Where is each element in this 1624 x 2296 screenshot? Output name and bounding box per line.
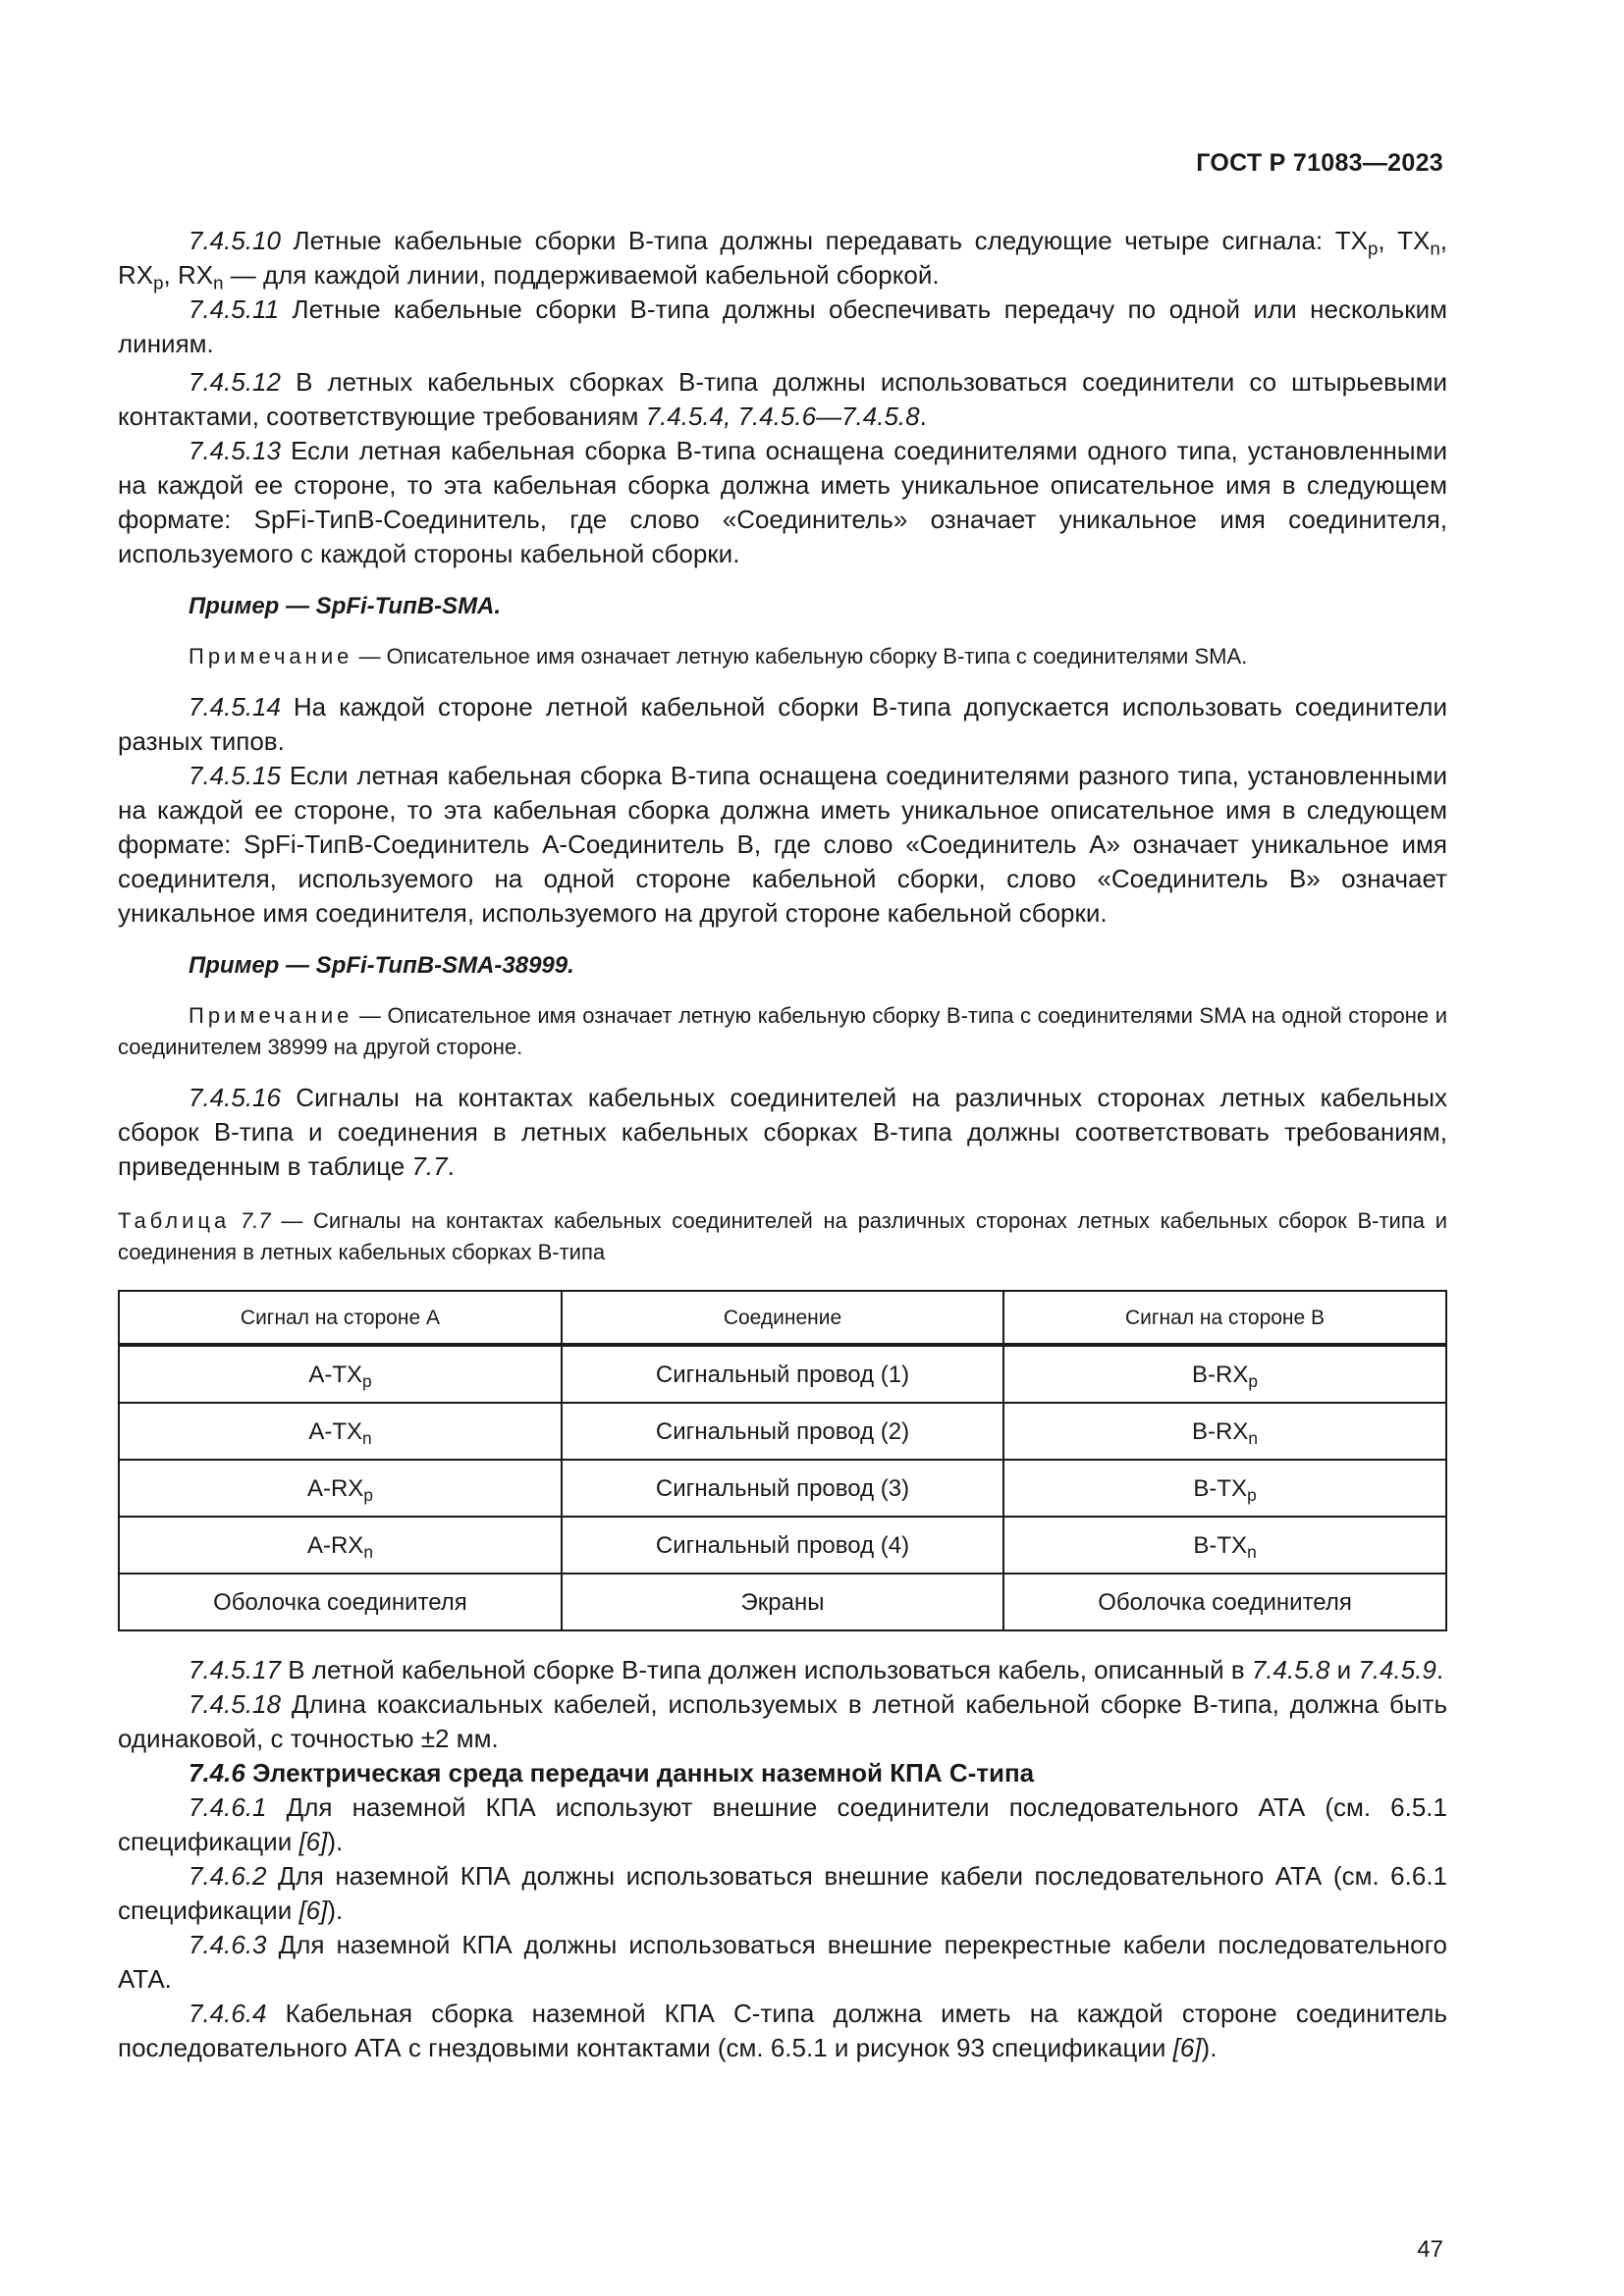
cell-side-b: $B-TX_p$	[1003, 1460, 1446, 1517]
paragraph-7-4-6-1: 7.4.6.1 Для наземной КПА используют внешние соединители последовательного АТА (см. 6.5.1 спецификации [6]).	[118, 1792, 1447, 1856]
document-standard-header: ГОСТ Р 71083—2023	[1196, 149, 1443, 177]
paragraph-7-4-5-13: 7.4.5.13 Если летная кабельная сборка В-типа оснащена соединителями одного типа, установленными на каждой ее стороне, то эта кабельная сборка должна иметь уникальное описательное имя в следующем формате: SpFi-ТипВ-Соединитель, где слово «Соединитель» означает уникальное имя соединителя, используемого с каждой стороны кабельной сборки.	[118, 436, 1447, 568]
clause-number: 7.4.5.15	[189, 761, 281, 790]
clause-number: 7.4.5.12	[189, 367, 281, 397]
clause-number: 7.4.5.11	[189, 294, 280, 324]
table-row	[119, 1345, 1446, 1403]
clause-number: 7.4.5.14	[189, 692, 281, 721]
paragraph-7-4-5-14: 7.4.5.14 На каждой стороне летной кабельной сборки В-типа допускается использовать соединители разных типов.	[118, 692, 1447, 756]
cell-side-a: $A-RX_p$	[119, 1460, 562, 1517]
page-number: 47	[1417, 2236, 1443, 2263]
clause-number: 7.4.6.3	[189, 1930, 267, 1959]
cell-side-b: $B-TX_n$	[1003, 1517, 1446, 1574]
bibliography-reference: [6]	[298, 1827, 328, 1856]
table-reference: 7.7	[411, 1151, 448, 1181]
clause-number: 7.4.6.1	[189, 1792, 267, 1822]
paragraph-7-4-5-17: 7.4.5.17 В летной кабельной сборке В-типа должен использоваться кабель, описанный в 7.4.5.8 и 7.4.5.9.	[189, 1655, 1444, 1684]
table-row	[119, 1574, 1446, 1630]
note-1: Примечание — Описательное имя означает летную кабельную сборку В-типа с соединителями SMA.	[189, 644, 1248, 668]
cell-connection: Сигнальный провод (1)	[562, 1345, 1003, 1403]
clause-number: 7.4.5.10	[189, 226, 281, 255]
paragraph-7-4-6-3: 7.4.6.3 Для наземной КПА должны использоваться внешние перекрестные кабели последовательного АТА.	[118, 1930, 1447, 1994]
cell-side-b: $B-RX_p$	[1003, 1345, 1446, 1403]
clause-number: 7.4.5.13	[189, 436, 281, 465]
cell-side-b: $B-RX_n$	[1003, 1403, 1446, 1460]
table-row	[119, 1517, 1446, 1574]
table-caption-label: Таблица	[118, 1208, 231, 1233]
cell-connection: Сигнальный провод (3)	[562, 1460, 1003, 1517]
cell-side-a: $A-RX_n$	[119, 1517, 562, 1574]
page-content	[118, 224, 1447, 2065]
cell-connection: Экраны	[562, 1574, 1003, 1630]
clause-number: 7.4.5.17	[189, 1655, 281, 1684]
clause-reference: 7.4.5.4, 7.4.5.6—7.4.5.8	[645, 401, 920, 431]
cell-connection: Сигнальный провод (2)	[562, 1403, 1003, 1460]
example-1: Пример — SpFi-ТипВ-SMA.	[189, 593, 502, 619]
paragraph-7-4-5-18: 7.4.5.18 Длина коаксиальных кабелей, используемых в летной кабельной сборке В-типа, должна быть одинаковой, с точностью ±2 мм.	[118, 1689, 1447, 1753]
clause-number: 7.4.6.2	[189, 1861, 267, 1891]
table-row	[119, 1460, 1446, 1517]
clause-number: 7.4.6.4	[189, 1999, 267, 2028]
note-label: Примечание	[189, 1003, 353, 1028]
paragraph-7-4-5-11: 7.4.5.11 Летные кабельные сборки В-типа должны обеспечивать передачу по одной или нескольким линиям.	[118, 294, 1447, 358]
column-header-side-b: Сигнал на стороне В	[1003, 1291, 1446, 1345]
paragraph-7-4-5-10: 7.4.5.10 Летные кабельные сборки В-типа должны передавать следующие четыре сигнала: $ТХ_p$, $ТХ_n$, $RX_p$, $RX_n$ — для каждой линии, поддерживаемой кабельной сборкой.	[118, 226, 1447, 294]
cell-side-a: Оболочка соединителя	[119, 1574, 562, 1630]
clause-reference: 7.4.5.9	[1358, 1655, 1436, 1684]
signals-table	[118, 1290, 1447, 1631]
cell-side-a: $A-TX_n$	[119, 1403, 562, 1460]
clause-number: 7.4.5.16	[189, 1083, 281, 1112]
cell-side-b: Оболочка соединителя	[1003, 1574, 1446, 1630]
clause-reference: 7.4.5.8	[1251, 1655, 1330, 1684]
section-heading-7-4-6: 7.4.6 Электрическая среда передачи данных наземной КПА С-типа	[189, 1758, 1035, 1788]
note-2: Примечание — Описательное имя означает летную кабельную сборку В-типа с соединителями SMA на одной стороне и соединителем 38999 на другой стороне.	[118, 1003, 1447, 1059]
bibliography-reference: [6]	[1172, 2033, 1202, 2062]
clause-number: 7.4.5.18	[189, 1689, 281, 1719]
section-number: 7.4.6	[189, 1758, 245, 1788]
example-2: Пример — SpFi-ТипВ-SMA-38999.	[189, 952, 574, 979]
paragraph-7-4-5-16: 7.4.5.16 Сигналы на контактах кабельных соединителей на различных сторонах летных кабельных сборок В-типа и соединения в летных кабельных сборках В-типа должны соответствовать требованиям, приведенным в таблице 7.7.	[118, 1083, 1447, 1181]
table-caption: Таблица 7.7 — Сигналы на контактах кабельных соединителей на различных сторонах летных кабельных сборок В-типа и соединения в летных кабельных сборках В-типа	[118, 1208, 1447, 1264]
table-row	[119, 1403, 1446, 1460]
paragraph-7-4-5-12: 7.4.5.12 В летных кабельных сборках В-типа должны использоваться соединители со штырьевыми контактами, соответствующие требованиям 7.4.5.4, 7.4.5.6—7.4.5.8.	[118, 367, 1447, 431]
paragraph-7-4-6-4: 7.4.6.4 Кабельная сборка наземной КПА С-типа должна иметь на каждой стороне соединитель последовательного АТА с гнездовыми контактами (см. 6.5.1 и рисунок 93 спецификации [6]).	[118, 1999, 1447, 2062]
table-header-row	[119, 1291, 1446, 1345]
column-header-side-a: Сигнал на стороне А	[119, 1291, 562, 1345]
cell-connection: Сигнальный провод (4)	[562, 1517, 1003, 1574]
cell-side-a: $A-TX_p$	[119, 1345, 562, 1403]
column-header-connection: Соединение	[562, 1291, 1003, 1345]
paragraph-7-4-6-2: 7.4.6.2 Для наземной КПА должны использоваться внешние кабели последовательного АТА (см. 6.6.1 спецификации [6]).	[118, 1861, 1447, 1925]
paragraph-7-4-5-15: 7.4.5.15 Если летная кабельная сборка В-типа оснащена соединителями разного типа, установленными на каждой ее стороне, то эта кабельная сборка должна иметь уникальное описательное имя в следующем формате: SpFi-ТипВ-Соединитель А-Соединитель В, где слово «Соединитель А» означает уникальное имя соединителя, используемого на одной стороне кабельной сборки, слово «Соединитель В» означает уникальное имя соединителя, используемого на другой стороне кабельной сборки.	[118, 761, 1447, 928]
table-caption-number: 7.7	[241, 1208, 271, 1233]
bibliography-reference: [6]	[298, 1896, 328, 1925]
note-label: Примечание	[189, 644, 353, 668]
